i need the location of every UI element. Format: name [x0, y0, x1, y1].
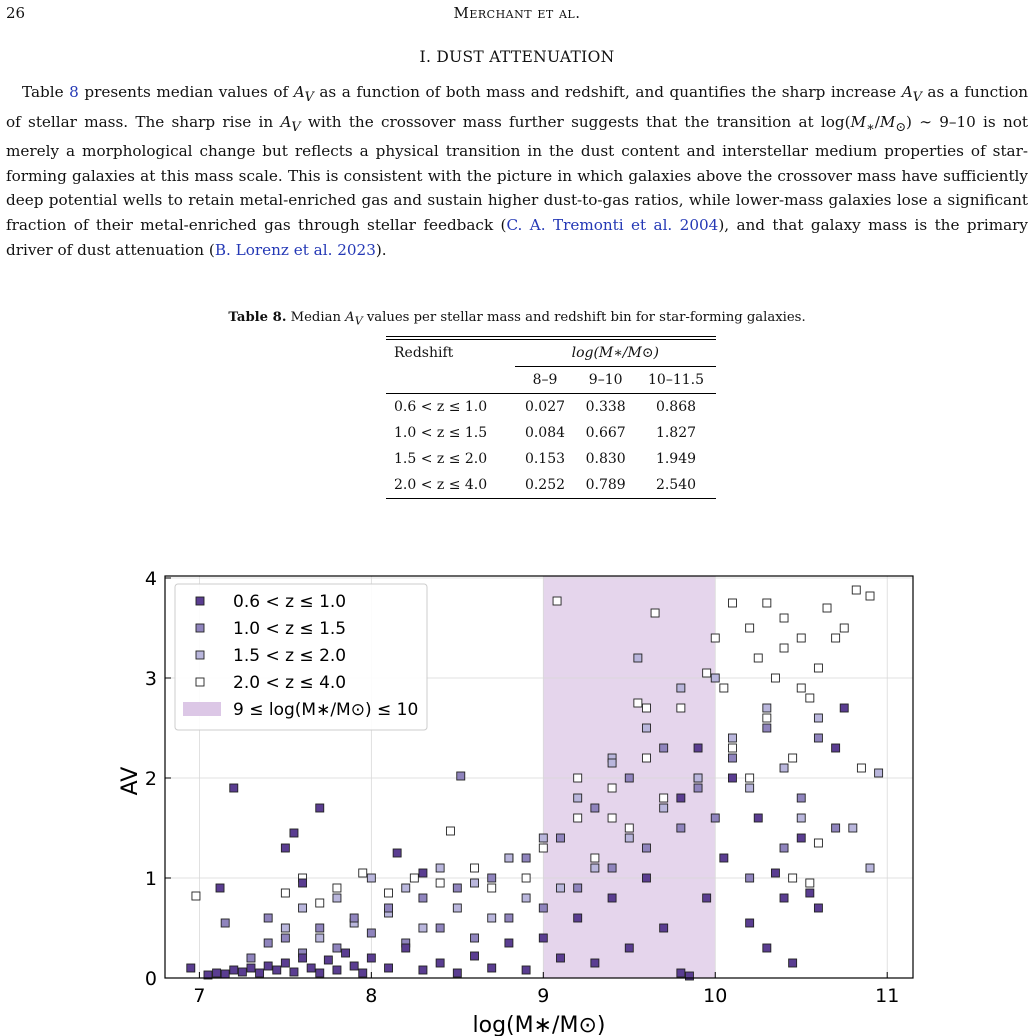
data-point: [814, 714, 822, 722]
data-point: [393, 849, 401, 857]
data-point: [711, 634, 719, 642]
data-point: [402, 884, 410, 892]
data-point: [505, 939, 513, 947]
mass-bin-header: 8–9: [532, 372, 558, 388]
data-point: [342, 949, 350, 957]
data-point: [436, 924, 444, 932]
data-point: [780, 844, 788, 852]
data-point: [281, 844, 289, 852]
y-tick-label: 4: [144, 568, 157, 590]
data-point: [316, 924, 324, 932]
data-point: [230, 784, 238, 792]
y-tick-label: 2: [144, 768, 157, 790]
data-point: [608, 894, 616, 902]
data-point: [608, 814, 616, 822]
data-point: [471, 879, 479, 887]
data-point: [852, 586, 860, 594]
x-tick-label: 11: [875, 985, 900, 1007]
data-point: [720, 854, 728, 862]
data-point: [685, 972, 693, 980]
section-title: I. DUST ATTENUATION: [419, 48, 615, 66]
data-point: [522, 894, 530, 902]
data-point: [771, 674, 779, 682]
data-point: [711, 814, 719, 822]
data-point: [634, 654, 642, 662]
data-point: [806, 889, 814, 897]
data-point: [290, 968, 298, 976]
legend-marker: [196, 597, 204, 605]
legend-band-swatch: [183, 702, 221, 716]
data-point: [281, 889, 289, 897]
data-point: [350, 914, 358, 922]
data-point: [797, 684, 805, 692]
x-tick-label: 8: [365, 985, 378, 1007]
data-point: [763, 724, 771, 732]
data-point: [814, 734, 822, 742]
table-row: 1.5 < z ≤ 2.0 0.153 0.830 1.949: [394, 451, 697, 467]
data-point: [488, 884, 496, 892]
data-point: [728, 599, 736, 607]
data-point: [290, 829, 298, 837]
data-point: [642, 844, 650, 852]
data-point: [677, 704, 685, 712]
data-point: [213, 969, 221, 977]
data-point: [677, 794, 685, 802]
table-ref-link[interactable]: 8: [69, 83, 79, 101]
data-point: [192, 892, 200, 900]
data-point: [660, 924, 668, 932]
data-point: [728, 754, 736, 762]
data-point: [247, 954, 255, 962]
data-point: [453, 969, 461, 977]
data-point: [832, 634, 840, 642]
data-point: [591, 804, 599, 812]
data-point: [608, 784, 616, 792]
data-point: [221, 970, 229, 978]
data-point: [316, 934, 324, 942]
data-point: [505, 854, 513, 862]
data-point: [333, 944, 341, 952]
data-point: [359, 869, 367, 877]
column-header-redshift: Redshift: [394, 345, 454, 362]
data-point: [832, 824, 840, 832]
data-point: [780, 894, 788, 902]
data-point: [324, 956, 332, 964]
column-header-mass: log(M∗/M⊙): [515, 340, 716, 367]
data-point: [797, 814, 805, 822]
table-caption: Table 8. Median $A_V$ values per stellar mass and redshift bin for star-forming galaxies.: [228, 310, 806, 328]
table-8: [386, 336, 716, 499]
data-point: [471, 864, 479, 872]
data-point: [746, 919, 754, 927]
data-point: [505, 914, 513, 922]
data-point: [367, 929, 375, 937]
data-point: [574, 814, 582, 822]
data-point: [436, 864, 444, 872]
y-tick-label: 1: [144, 868, 157, 890]
data-point: [780, 764, 788, 772]
data-point: [746, 624, 754, 632]
data-point: [797, 834, 805, 842]
data-point: [634, 699, 642, 707]
data-point: [574, 774, 582, 782]
data-point: [221, 919, 229, 927]
data-point: [780, 644, 788, 652]
citation-link[interactable]: C. A. Tremonti et al. 2004: [506, 216, 719, 235]
data-point: [316, 804, 324, 812]
data-point: [256, 969, 264, 977]
data-point: [333, 894, 341, 902]
data-point: [230, 966, 238, 974]
data-point: [299, 954, 307, 962]
data-point: [273, 966, 281, 974]
data-point: [694, 774, 702, 782]
data-point: [488, 964, 496, 972]
data-point: [789, 754, 797, 762]
data-point: [797, 794, 805, 802]
data-point: [625, 944, 633, 952]
page-header: [6, 2, 1028, 26]
data-point: [333, 966, 341, 974]
running-head: Merchant et al.: [453, 4, 581, 22]
data-point: [367, 954, 375, 962]
data-point: [385, 904, 393, 912]
citation-link[interactable]: B. Lorenz et al. 2023: [214, 240, 376, 259]
legend-label: 9 ≤ log(M∗/M⊙) ≤ 10: [233, 700, 419, 720]
data-point: [216, 884, 224, 892]
data-point: [711, 674, 719, 682]
data-point: [359, 969, 367, 977]
data-point: [488, 914, 496, 922]
data-point: [651, 609, 659, 617]
data-point: [625, 824, 633, 832]
data-point: [553, 597, 561, 605]
data-point: [436, 959, 444, 967]
data-point: [350, 962, 358, 970]
data-point: [419, 924, 427, 932]
data-point: [367, 874, 375, 882]
data-point: [728, 774, 736, 782]
data-point: [797, 634, 805, 642]
data-point: [457, 772, 465, 780]
data-point: [522, 874, 530, 882]
x-tick-label: 7: [193, 985, 206, 1007]
data-point: [849, 824, 857, 832]
data-point: [763, 599, 771, 607]
data-point: [574, 914, 582, 922]
legend-marker: [196, 678, 204, 686]
data-point: [789, 959, 797, 967]
data-point: [660, 744, 668, 752]
data-point: [264, 914, 272, 922]
data-point: [247, 964, 255, 972]
data-point: [446, 827, 454, 835]
data-point: [763, 944, 771, 952]
scatter-plot: [0, 556, 1034, 1036]
data-point: [763, 714, 771, 722]
body-paragraph: Table 8 presents median values of $A_V$ as a function of both mass and redshift, and quantifies the sharp increase $A_V$ as a function of stellar mass. The sharp rise in $A_V$ with the crossover mass further suggests that the transition at $\log(M_∗/M_⊙)$ ∼ 9–10 is not merely a morphological change but reflects a physical transition in the dust content and interstellar medium properties of star-forming galaxies at this mass scale. This is consistent with the picture in which galaxies above the crossover mass have sufficiently deep potential wells to retain metal-enriched gas and sustain higher dust-to-gas ratios, while lower-mass galaxies lose a significant fraction of their metal-enriched gas through stellar feedback (C. A. Tremonti et al. 2004), and that galaxy mass is the primary driver of dust attenuation (B. Lorenz et al. 2023).: [6, 83, 1028, 259]
y-axis-label: AV: [118, 766, 143, 796]
data-point: [591, 864, 599, 872]
legend-marker: [196, 624, 204, 632]
data-point: [316, 899, 324, 907]
data-point: [806, 694, 814, 702]
data-point: [625, 774, 633, 782]
data-point: [316, 969, 324, 977]
data-point: [385, 889, 393, 897]
data-point: [471, 934, 479, 942]
data-point: [746, 874, 754, 882]
data-point: [574, 884, 582, 892]
data-point: [857, 764, 865, 772]
data-point: [419, 894, 427, 902]
data-point: [419, 869, 427, 877]
page-number: 26: [6, 4, 26, 22]
data-point: [746, 774, 754, 782]
y-tick-label: 0: [144, 968, 157, 990]
data-point: [866, 864, 874, 872]
data-point: [642, 874, 650, 882]
x-tick-label: 10: [703, 985, 728, 1007]
data-point: [187, 964, 195, 972]
data-point: [789, 874, 797, 882]
data-point: [814, 839, 822, 847]
data-point: [642, 754, 650, 762]
data-point: [608, 759, 616, 767]
data-point: [780, 614, 788, 622]
data-point: [677, 969, 685, 977]
data-point: [746, 784, 754, 792]
legend-label: 1.0 < z ≤ 1.5: [233, 619, 347, 639]
data-point: [556, 954, 564, 962]
data-point: [299, 879, 307, 887]
y-tick-label: 3: [144, 668, 157, 690]
data-point: [677, 684, 685, 692]
data-point: [453, 884, 461, 892]
data-point: [806, 879, 814, 887]
x-tick-label: 9: [537, 985, 550, 1007]
data-point: [471, 952, 479, 960]
data-point: [660, 794, 668, 802]
data-point: [660, 804, 668, 812]
data-point: [591, 854, 599, 862]
mass-bin-header: 10–11.5: [648, 372, 704, 388]
data-point: [238, 968, 246, 976]
data-point: [814, 664, 822, 672]
data-point: [419, 966, 427, 974]
table-row: 2.0 < z ≤ 4.0 0.252 0.789 2.540: [394, 477, 697, 493]
data-point: [591, 959, 599, 967]
data-point: [488, 874, 496, 882]
data-point: [754, 654, 762, 662]
data-point: [866, 592, 874, 600]
data-point: [307, 964, 315, 972]
data-point: [728, 734, 736, 742]
data-point: [694, 784, 702, 792]
data-point: [556, 884, 564, 892]
data-point: [281, 959, 289, 967]
data-point: [539, 844, 547, 852]
data-point: [522, 966, 530, 974]
data-point: [832, 744, 840, 752]
data-point: [402, 944, 410, 952]
data-point: [299, 904, 307, 912]
data-point: [720, 684, 728, 692]
data-point: [771, 869, 779, 877]
legend-label: 0.6 < z ≤ 1.0: [233, 592, 347, 612]
data-point: [763, 704, 771, 712]
data-point: [264, 939, 272, 947]
data-point: [642, 724, 650, 732]
legend-label: 2.0 < z ≤ 4.0: [233, 673, 347, 693]
data-point: [453, 904, 461, 912]
data-point: [333, 884, 341, 892]
data-point: [281, 934, 289, 942]
data-point: [385, 964, 393, 972]
data-point: [556, 834, 564, 842]
table-row: 0.6 < z ≤ 1.0 0.027 0.338 0.868: [386, 394, 716, 421]
data-point: [410, 874, 418, 882]
data-point: [625, 834, 633, 842]
data-point: [728, 744, 736, 752]
data-point: [642, 704, 650, 712]
legend-marker: [196, 651, 204, 659]
data-point: [875, 769, 883, 777]
data-point: [539, 904, 547, 912]
data-point: [754, 814, 762, 822]
x-axis-label: log(M∗/M⊙): [472, 1013, 606, 1036]
data-point: [703, 894, 711, 902]
data-point: [436, 879, 444, 887]
legend-label: 1.5 < z ≤ 2.0: [233, 646, 347, 666]
data-point: [840, 624, 848, 632]
data-point: [574, 794, 582, 802]
data-point: [840, 704, 848, 712]
data-point: [608, 864, 616, 872]
data-point: [694, 744, 702, 752]
data-point: [539, 834, 547, 842]
data-point: [539, 934, 547, 942]
data-point: [823, 604, 831, 612]
table-row: 1.0 < z ≤ 1.5 0.084 0.667 1.827: [394, 425, 697, 441]
mass-bin-header: 9–10: [588, 372, 623, 388]
data-point: [677, 824, 685, 832]
data-point: [522, 854, 530, 862]
data-point: [281, 924, 289, 932]
data-point: [703, 669, 711, 677]
data-point: [814, 904, 822, 912]
data-point: [264, 962, 272, 970]
